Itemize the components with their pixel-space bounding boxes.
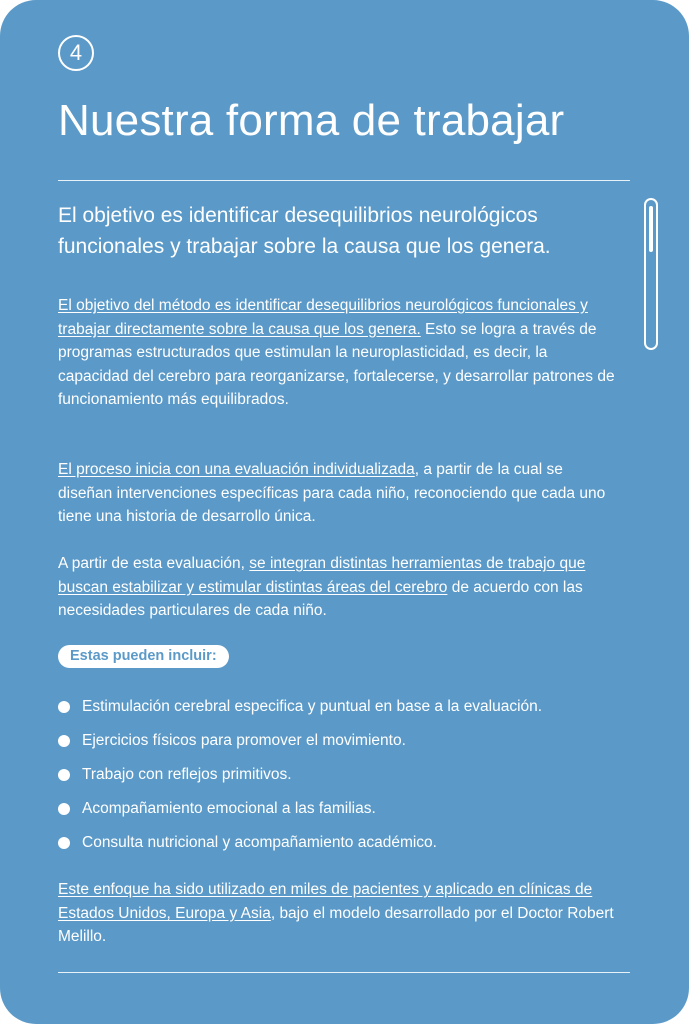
list-item-text: Acompañamiento emocional a las familias. <box>82 800 376 817</box>
lead-text: El objetivo es identificar desequilibrios neurológicos funcionales y trabajar sobre la causa que los genera. <box>58 204 551 258</box>
paragraph-approach-highlight: Este enfoque ha sido utilizado en miles de pacientes y aplicado en clínicas de Estados Unidos, Europa y Asia <box>58 881 593 922</box>
paragraph-tools-intro: A partir de esta evaluación, <box>58 555 250 572</box>
paragraph-tools-highlight: se integran distintas herramientas de trabajo que buscan estabilizar y estimular distintas áreas del cerebro <box>58 555 586 596</box>
bullet-icon <box>58 701 70 713</box>
scrollbar-thumb[interactable] <box>649 206 653 252</box>
paragraph-method-highlight: El objetivo del método es identificar desequilibrios neurológicos funcionales y trabajar directamente sobre la causa que los genera. <box>58 297 588 338</box>
list-item-text: Consulta nutricional y acompañamiento académico. <box>82 834 437 851</box>
paragraph-approach-text: , bajo el modelo desarrollado por el Doctor Robert Melillo. <box>58 904 614 945</box>
paragraph-process-highlight: El proceso inicia con una evaluación individualizada <box>58 461 415 478</box>
list-item <box>58 758 542 792</box>
paragraph-tools-text: de acuerdo con las necesidades particulares de cada niño. <box>58 578 583 619</box>
bullet-icon <box>58 769 70 781</box>
paragraph-method <box>58 294 618 412</box>
paragraph-process <box>58 458 618 529</box>
bullet-icon <box>58 837 70 849</box>
list-item <box>58 724 542 758</box>
scrollbar[interactable] <box>644 198 658 350</box>
paragraph-process-text: , a partir de la cual se diseñan intervenciones específicas para cada niño, reconociendo que cada uno tiene una historia de desarrollo única. <box>58 461 606 525</box>
paragraph-tools <box>58 552 618 623</box>
paragraph-method-text: Esto se logra a través de programas estructurados que estimulan la neuroplasticidad, es decir, la capacidad del cerebro para reorganizarse, fortalecerse, y desarrollar patrones de funcionamiento más equilibrados. <box>58 320 615 408</box>
step-number-badge: 4 <box>58 35 94 71</box>
list-item <box>58 690 542 724</box>
list-item-text: Ejercicios físicos para promover el movimiento. <box>82 732 406 749</box>
list-item <box>58 826 542 860</box>
bullet-icon <box>58 803 70 815</box>
tools-list <box>58 690 542 860</box>
list-item <box>58 792 542 826</box>
bottom-divider <box>58 972 630 973</box>
list-item-text: Estimulación cerebral especifica y puntual en base a la evaluación. <box>82 698 543 715</box>
paragraph-approach <box>58 878 618 949</box>
page-title: Nuestra forma de trabajar <box>58 96 565 145</box>
bullet-icon <box>58 735 70 747</box>
list-item-text: Trabajo con reflejos primitivos. <box>82 766 292 783</box>
top-divider <box>58 180 630 181</box>
list-label-pill: Estas pueden incluir: <box>58 645 229 668</box>
